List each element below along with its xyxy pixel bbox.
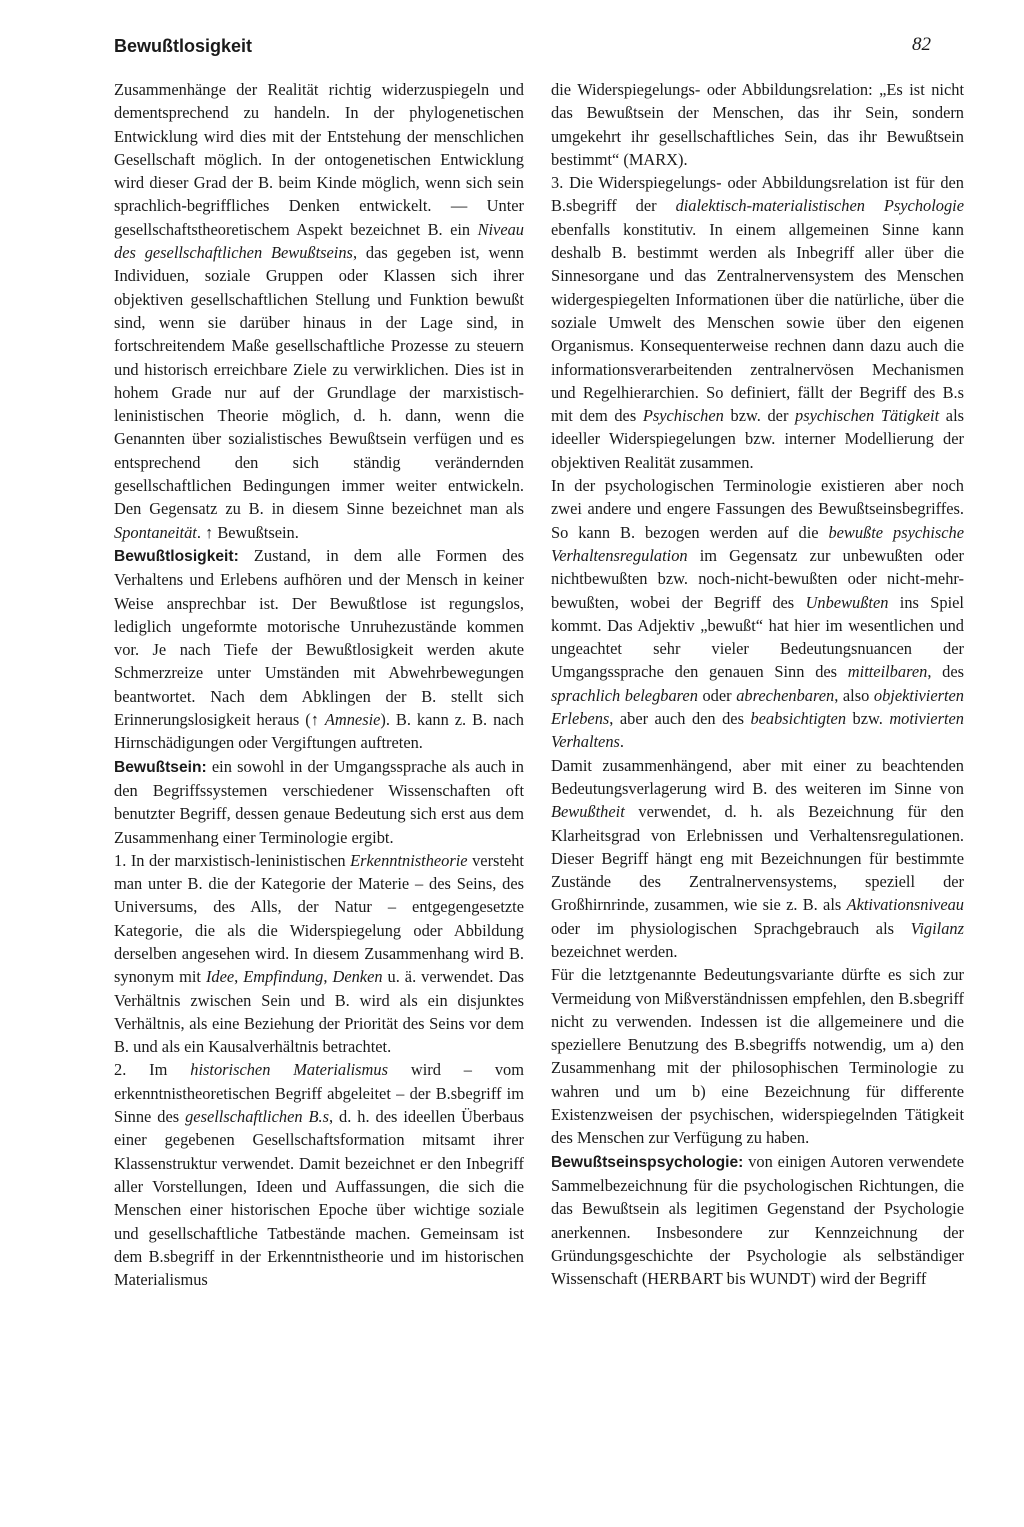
- entry-bewusstsein: Bewußtsein: ein sowohl in der Umgangssprache als auch in den Begriffssystemen verschiedener Wissenschaften oft benutzter Begriff, dessen genaue Bedeutung sich erst aus dem Zusammenhang einer Terminologie ergibt.: [114, 756, 524, 847]
- right-column: [551, 78, 964, 1290]
- paragraph: 2. Im historischen Materialismus wird – vom erkenntnistheoretischen Begriff abgeleitet – der B.sbegriff im Sinne des gesellschaftlichen B.s, d. h. des ideellen Überbaus einer gegebenen Gesellschaftsformation mitsamt ihrer Klassenstruktur verwendet. Damit bezeichnet er den Inbegriff aller Vorstellungen, Ideen und Auffassungen, die sich die Menschen einer historischen Epoche über wichtige soziale und gesellschaftliche Tatbestände machen. Gemeinsam ist dem B.sbegriff in der Erkenntnistheorie und im historischen Materialismus: [114, 1060, 524, 1290]
- page-number: 82: [912, 34, 931, 55]
- paragraph: die Widerspiegelungs- oder Abbildungsrelation: „Es ist nicht das Bewußtsein der Menschen, das ihr Sein, sondern umgekehrt ihr gesellschaftliches Sein, das ihr Bewußtsein bestimmt“ (MARX).: [551, 80, 964, 169]
- paragraph: 1. In der marxistisch-leninistischen Erkenntnistheorie versteht man unter B. die der Kategorie der Materie – des Seins, des Universums, des Alls, der Natur – entgegengesetzte Kategorie, die als die Widerspiegelung oder Abbildung derselben angesehen wird. In diesem Zusammenhang wird B. synonym mit Idee, Empfindung, Denken u. ä. verwendet. Das Verhältnis zwischen Sein und B. wird als ein disjunktes Verhältnis, als eine Beziehung der Priorität des Seins vor dem B. und als ein Kausalverhältnis betrachtet.: [114, 850, 524, 1057]
- paragraph: In der psychologischen Terminologie existieren aber noch zwei andere und engere Fassungen des Bewußtseinsbegriffes. So kann B. bezogen werden auf die bewußte psychische Verhaltensregulation im Gegensatz zur unbewußten oder nichtbewußten bzw. noch-nicht-bewußten oder nicht-mehr-bewußten, wobei der Begriff des Unbewußten ins Spiel kommt. Das Adjektiv „bewußt“ hat hier im wesentlichen und ungeachtet sehr vieler Bedeutungsnuancen der Umgangssprache den genauen Sinn des mitteilbaren, des sprachlich belegbaren oder abrechenbaren, also objektivierten Erlebens, aber auch den des beabsichtigten bzw. motivierten Verhaltens.: [551, 476, 965, 752]
- left-column: [114, 78, 524, 1291]
- paragraph: Damit zusammenhängend, aber mit einer zu beachtenden Bedeutungsverlagerung wird B. des weiteren im Sinne von Bewußtheit verwendet, d. h. als Bezeichnung für den Klarheitsgrad von Erlebnissen und Verhaltensregulationen. Dieser Begriff hängt eng mit Bezeichnungen für bestimmte Zustände des Zentralnervensystems, speziell der Großhirnrinde, zusammen, wie sie z. B. als Aktivationsniveau oder im physiologischen Sprachgebrauch als Vigilanz bezeichnet werden.: [551, 755, 964, 961]
- running-header-title: Bewußtlosigkeit: [114, 36, 253, 56]
- paragraph: Zusammenhänge der Realität richtig widerzuspiegeln und dementsprechend zu handeln. In der phylogenetischen Entwicklung wird dies mit der Entstehung der menschlichen Gesellschaft möglich. In der ontogenetischen Entwicklung wird dieser Grad der B. beim Kinde möglich, wenn sich sein sprachlich-begriffliches Denken entwickelt. — Unter gesellschaftstheoretischem Aspekt bezeichnet B. ein Niveau des gesellschaftlichen Bewußtseins, das gegeben ist, wenn Individuen, soziale Gruppen oder Klassen sich ihrer objektiven gesellschaftlichen Stellung und Funktion bewußt sind, wenn sie darüber hinaus in der Lage sind, in fortschreitendem Maße gesellschaftliche Prozesse zu steuern und historisch erreichbare Ziele zu verwirklichen. Dies ist in hohem Grade nur auf der Grundlage der marxistisch-leninistischen Theorie möglich, d. h. dann, wenn die Genannten über sozialistisches Bewußtsein verfügen und es entsprechend den sich ständig verändernden gesellschaftlichen Bedingungen immer weiter entwickeln. Den Gegensatz zu B. in diesem Sinne bezeichnet man als Spontaneität. ↑ Bewußtsein.: [114, 80, 524, 542]
- paragraph: 3. Die Widerspiegelungs- oder Abbildungsrelation ist für den B.sbegriff der dialektisch-materialistischen Psychologie ebenfalls konstitutiv. In einem allgemeinen Sinne kann deshalb B. bestimmt werden als Inbegriff aller über die Sinnesorgane und das Zentralnervensystem des Menschen widergespiegelten Informationen über die natürliche, über die soziale Umwelt des Menschen sowie über den eigenen Organismus. Konsequenterweise rechnen dann dazu auch die informationsverarbeitenden zentralnervösen Mechanismen und Regelhierarchien. So definiert, fällt der Begriff des B.s mit dem des Psychischen bzw. der psychischen Tätigkeit als ideeller Widerspiegelungen bzw. interner Modellierung der objektiven Realität zusammen.: [551, 173, 965, 472]
- entry-bewusstlosigkeit: Bewußtlosigkeit: Zustand, in dem alle Formen des Verhaltens und Erlebens aufhören und der Mensch in keiner Weise ansprechbar ist. Der Bewußtlose ist regungslos, lediglich ungeformte motorische Unruhezustände kommen vor. Je nach Tiefe der Bewußtlosigkeit werden akute Schmerzreize unter Umständen mit Abwehrbewegungen beantwortet. Nach dem Abklingen der B. stellt sich Erinnerungslosigkeit heraus (↑ Amnesie). B. kann z. B. nach Hirnschädigungen oder Vergiftungen auftreten.: [114, 545, 525, 753]
- paragraph: Für die letztgenannte Bedeutungsvariante dürfte es sich zur Vermeidung von Mißverständnissen empfehlen, den B.sbegriff nicht zu verwenden. Indessen ist die allgemeinere und die speziellere Benutzung des B.sbegriffs notwendig, um a) den Zusammenhang mit der philosophischen Terminologie zu wahren und um b) eine Bezeichnung für differente Existenzweisen der psychischen, widerspiegelnden Tätigkeit des Menschen zur Verfügung zu haben.: [551, 965, 964, 1148]
- entry-bewusstseinspsychologie: Bewußtseinspsychologie: von einigen Autoren verwendete Sammelbezeichnung für die psychologischen Richtungen, die das Bewußtsein als legitimen Gegenstand der Psychologie anerkennen. Insbesondere zur Kennzeichnung der Gründungsgeschichte der Psychologie als selbständiger Wissenschaft (HERBART bis WUNDT) wird der Begriff: [551, 1151, 964, 1289]
